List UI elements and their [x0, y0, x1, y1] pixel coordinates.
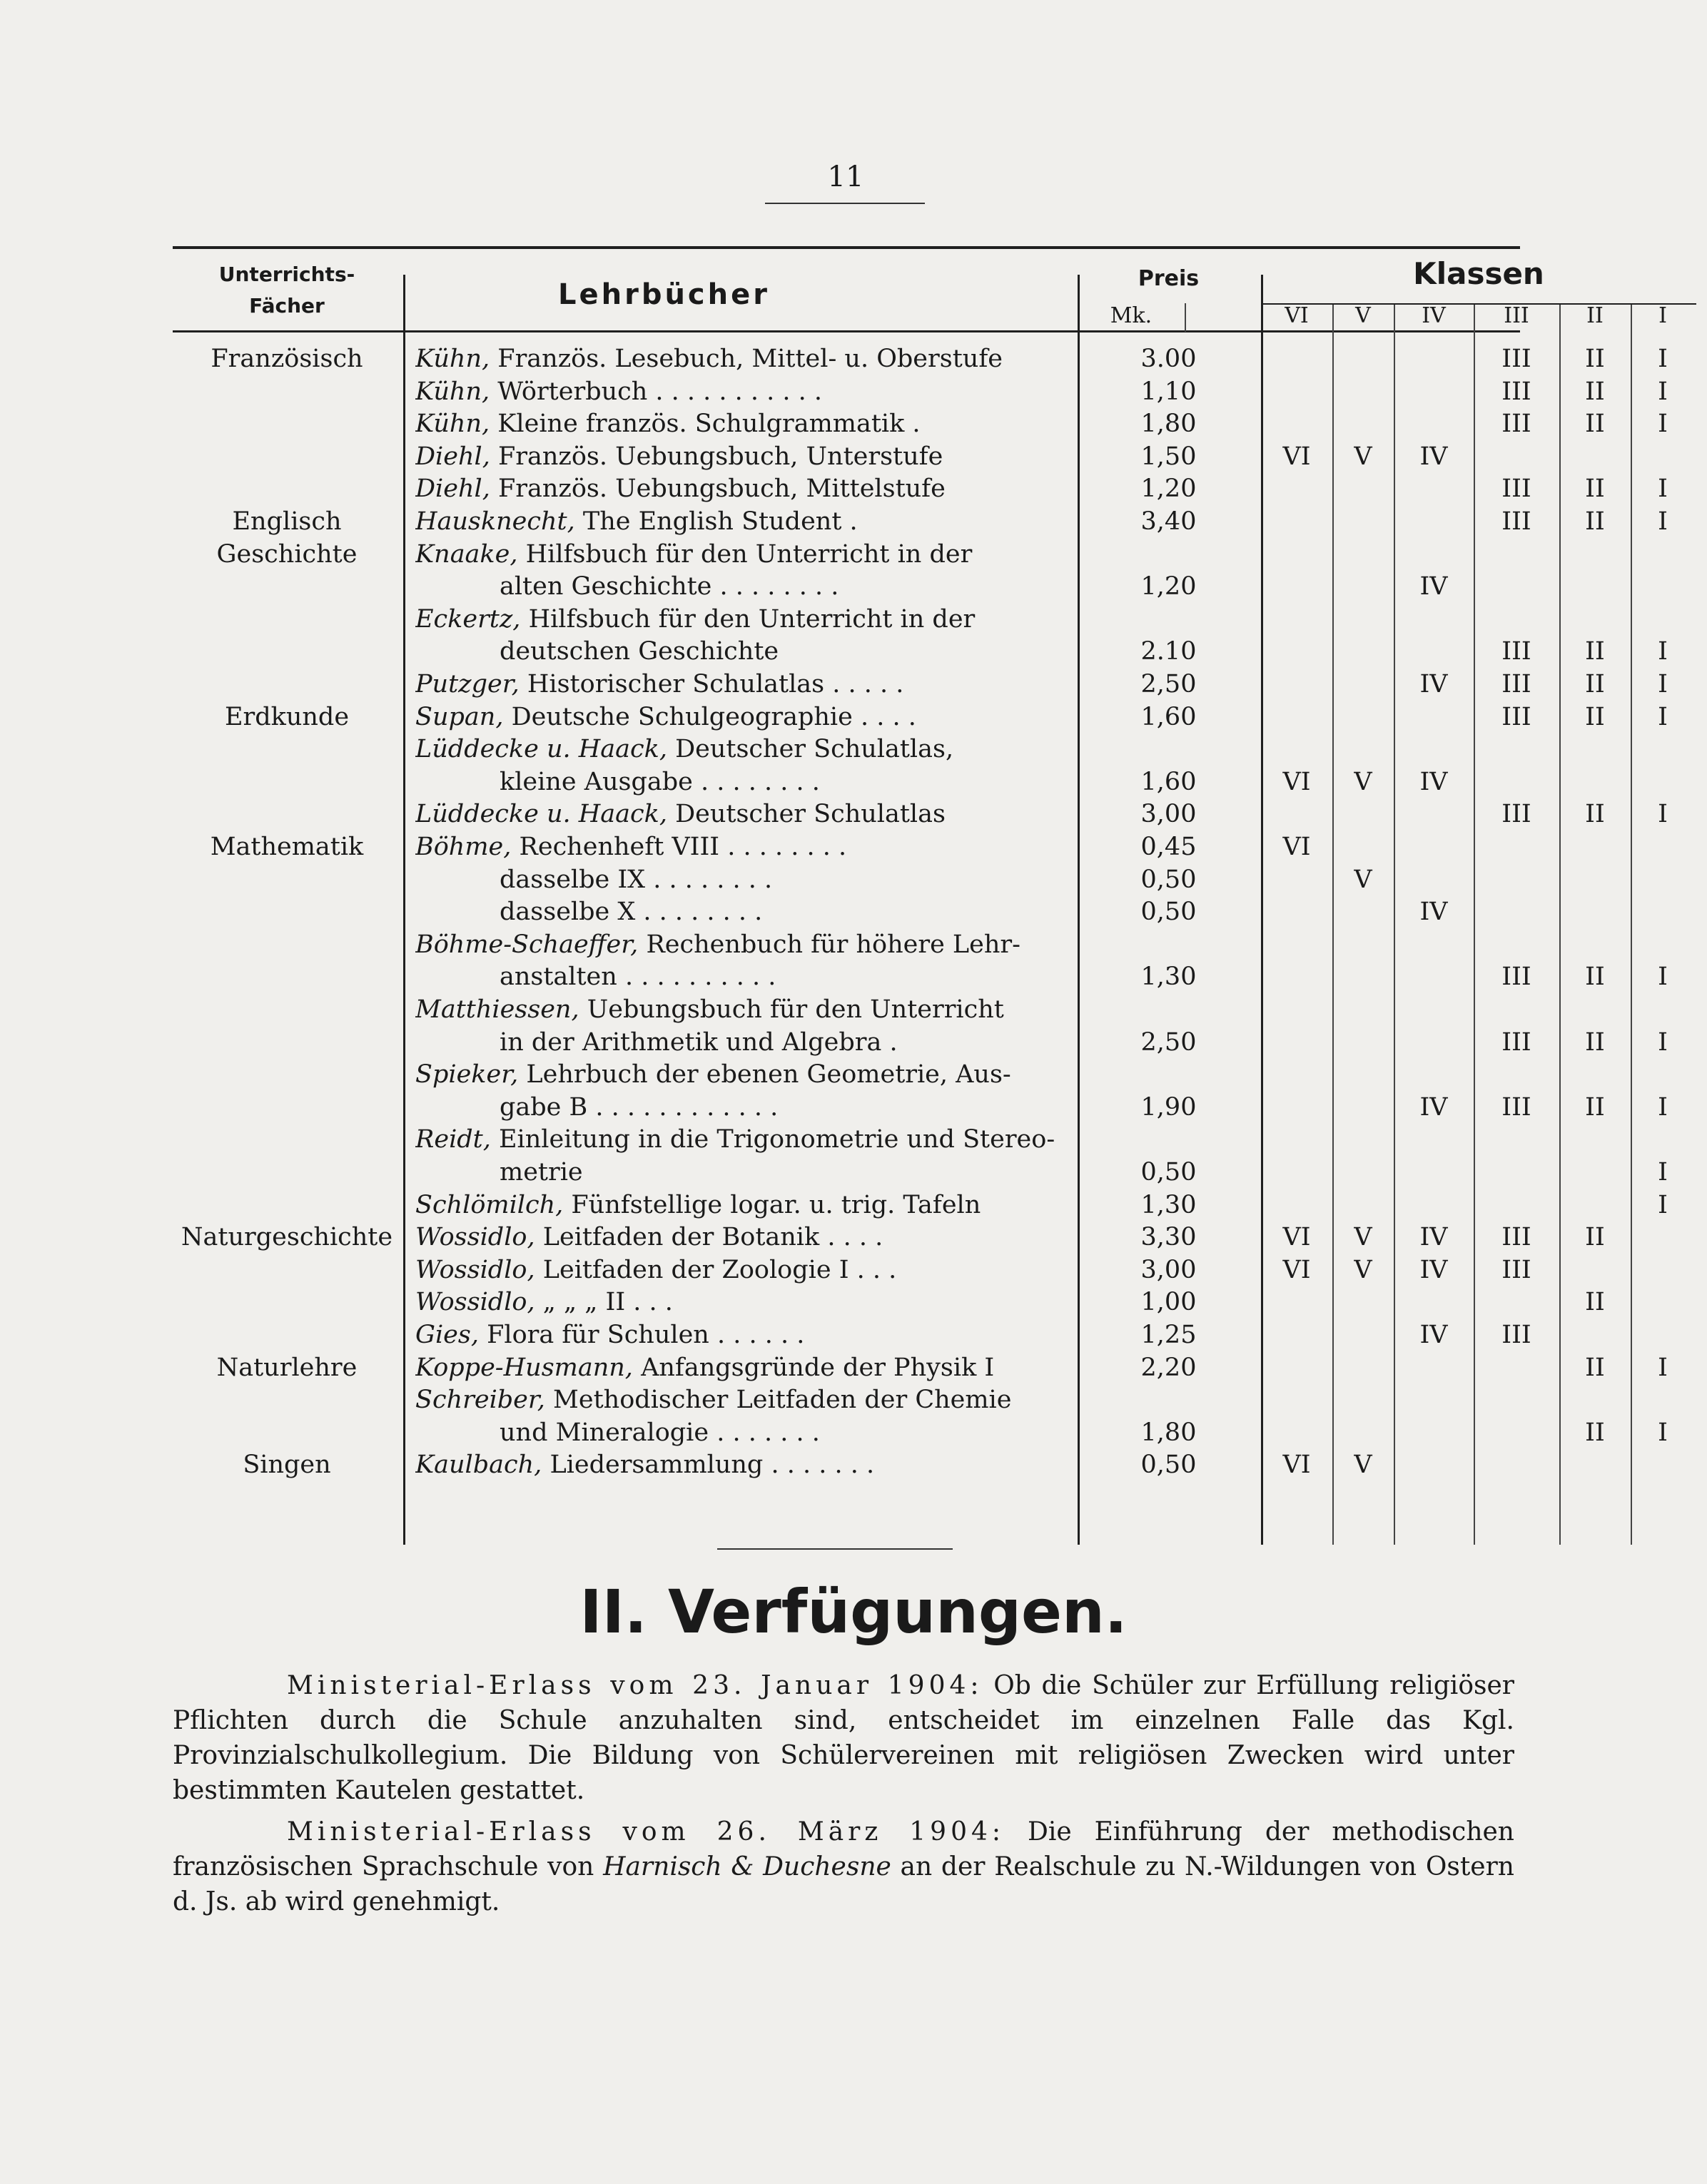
row-class-c1: I — [1658, 800, 1668, 829]
row-book — [415, 602, 1222, 636]
row-title: Französ. Lesebuch, Mittel- u. Oberstufe — [497, 345, 1003, 373]
row-title: Hilfsbuch für den Unterricht in der — [525, 539, 973, 569]
row-price: 3,30 — [1140, 1223, 1197, 1252]
paragraph-2-authors: Harnisch & Duchesne — [603, 1852, 891, 1881]
table-row — [173, 1285, 1605, 1319]
row-subject: Geschichte — [216, 539, 358, 569]
class-label-ii: II — [1586, 303, 1604, 328]
row-price: 1,00 — [1140, 1288, 1197, 1317]
row-price: 1,30 — [1140, 1190, 1197, 1219]
row-title: Deutscher Schulatlas — [675, 800, 946, 829]
row-title: Fünfstellige logar. u. trig. Tafeln — [571, 1190, 981, 1219]
row-title: The English Student . — [582, 507, 858, 536]
row-class-c1: I — [1658, 637, 1668, 666]
row-price: 1,20 — [1140, 474, 1197, 504]
row-class-c1: I — [1658, 507, 1668, 536]
row-price: 0,50 — [1140, 898, 1197, 927]
row-author: Böhme-Schaeffer, — [415, 930, 639, 959]
paragraph-1 — [173, 1668, 1514, 1808]
row-title: Rechenheft VIII . . . . . . . . — [519, 833, 847, 861]
table-row — [173, 830, 1520, 864]
row-class-c1: I — [1658, 474, 1668, 504]
row-class-c6: VI — [1282, 833, 1311, 861]
table-row — [173, 407, 1668, 441]
row-price: 2.10 — [1140, 637, 1197, 666]
row-author: Wossidlo, — [415, 1288, 535, 1317]
section-rule — [717, 1548, 953, 1550]
row-class-c2: II — [1585, 410, 1605, 439]
row-class-c2: II — [1585, 1223, 1605, 1252]
row-title: Lehrbuch der ebenen Geometrie, Aus- — [526, 1060, 1011, 1090]
paragraph-2-body-post: an der Realschule zu N.-Wildungen von Ostern d. Js. ab wird genehmigt. — [173, 1852, 1514, 1916]
table-top-rule — [173, 246, 1520, 249]
row-title: Französ. Uebungsbuch, Mittelstufe — [497, 474, 946, 504]
row-class-c2: II — [1585, 507, 1605, 536]
row-class-c3: III — [1501, 1092, 1531, 1122]
table-row — [173, 1025, 1668, 1060]
row-price: 1,60 — [1140, 767, 1197, 796]
table-row — [173, 928, 1520, 962]
row-author: Lüddecke u. Haack, — [415, 800, 667, 829]
row-subject: Naturgeschichte — [181, 1223, 393, 1252]
row-class-c4: IV — [1419, 1255, 1448, 1284]
row-book — [415, 1057, 1222, 1092]
row-class-c3: III — [1501, 1027, 1531, 1057]
row-class-c1: I — [1658, 670, 1668, 699]
row-author: Wossidlo, — [415, 1255, 535, 1284]
row-class-c6: VI — [1282, 1451, 1311, 1480]
row-class-c1: I — [1658, 1418, 1668, 1447]
table-row — [173, 634, 1668, 669]
table-row — [173, 992, 1520, 1027]
table-row — [173, 1351, 1668, 1385]
table-row — [173, 504, 1668, 539]
row-title: Deutsche Schulgeographie . . . . — [511, 702, 916, 731]
row-class-c2: II — [1585, 345, 1605, 373]
row-author: Knaake, — [415, 539, 518, 569]
row-price: 1,10 — [1140, 377, 1197, 406]
row-class-c1: I — [1658, 963, 1668, 992]
row-book — [415, 537, 1222, 572]
row-title: Leitfaden der Botanik . . . . — [542, 1223, 883, 1252]
row-price: 1,80 — [1140, 410, 1197, 439]
row-class-c2: II — [1585, 670, 1605, 699]
row-author: Schlömilch, — [415, 1190, 564, 1219]
row-class-c6: VI — [1282, 442, 1311, 471]
row-class-c4: IV — [1419, 1223, 1448, 1252]
row-author: Putzger, — [415, 670, 520, 699]
row-title: dasselbe IX . . . . . . . . — [500, 865, 773, 894]
row-price: 1,30 — [1140, 963, 1197, 992]
row-class-c6: VI — [1282, 767, 1311, 796]
table-row — [173, 1220, 1605, 1254]
row-author: Kühn, — [415, 345, 490, 373]
price-unit: Mk. — [1110, 303, 1153, 328]
row-class-c3: III — [1501, 474, 1531, 504]
table-row — [173, 895, 1520, 929]
row-class-c1: I — [1658, 345, 1668, 373]
row-title: Uebungsbuch für den Unterricht — [587, 995, 1004, 1024]
paragraph-2 — [173, 1814, 1514, 1919]
table-row — [173, 1188, 1668, 1222]
section-title: II. Verfügungen. — [579, 1577, 1128, 1647]
row-class-c4: IV — [1419, 572, 1448, 601]
row-class-c4: IV — [1419, 670, 1448, 699]
class-label-iii: III — [1504, 303, 1529, 328]
table-row — [173, 732, 1520, 766]
row-price: 0,50 — [1140, 1158, 1197, 1187]
row-author: Eckertz, — [415, 604, 521, 634]
paragraph-2-lead: Ministerial-Erlass vom 26. März 1904: — [287, 1817, 1006, 1847]
table-row — [173, 440, 1520, 474]
row-class-c2: II — [1585, 474, 1605, 504]
table-row — [173, 1057, 1520, 1092]
row-class-c5: V — [1354, 1451, 1372, 1480]
row-author: Kühn, — [415, 410, 490, 439]
row-title: Hilfsbuch für den Unterricht in der — [528, 604, 976, 634]
row-class-c3: III — [1501, 702, 1531, 731]
row-author: Spieker, — [415, 1060, 519, 1090]
row-class-c3: III — [1501, 1255, 1531, 1284]
row-title: Leitfaden der Zoologie I . . . — [542, 1255, 897, 1284]
row-title: Französ. Uebungsbuch, Unterstufe — [497, 442, 943, 471]
row-book — [415, 732, 1222, 766]
row-price: 3,00 — [1140, 1255, 1197, 1284]
row-price: 2,50 — [1140, 670, 1197, 699]
classes-column-header: Klassen — [1413, 256, 1544, 291]
row-author: Kaulbach, — [415, 1451, 542, 1480]
row-author: Supan, — [415, 702, 504, 731]
row-title: Deutscher Schulatlas, — [675, 735, 954, 764]
table-row — [173, 765, 1520, 799]
table-row — [173, 797, 1668, 831]
table-row — [173, 537, 1520, 572]
row-title: Kleine französ. Schulgrammatik . — [497, 410, 921, 439]
row-book — [415, 1383, 1222, 1417]
row-class-c1: I — [1658, 1027, 1668, 1057]
row-class-c3: III — [1501, 410, 1531, 439]
row-title: alten Geschichte . . . . . . . . — [500, 572, 839, 601]
row-subject: Singen — [243, 1451, 331, 1480]
row-title: kleine Ausgabe . . . . . . . . — [500, 767, 820, 796]
subject-column-header: Unterrichts- Fächer — [218, 263, 355, 318]
class-label-vi: VI — [1285, 303, 1309, 328]
row-title: dasselbe X . . . . . . . . — [500, 898, 763, 927]
row-price: 1,60 — [1140, 702, 1197, 731]
row-class-c2: II — [1585, 1027, 1605, 1057]
row-author: Reidt, — [415, 1125, 491, 1154]
row-title: in der Arithmetik und Algebra . — [500, 1027, 898, 1057]
row-price: 1,90 — [1140, 1092, 1197, 1122]
row-class-c3: III — [1501, 507, 1531, 536]
row-title: metrie — [500, 1158, 583, 1187]
class-label-i: I — [1658, 303, 1667, 328]
row-class-c1: I — [1658, 377, 1668, 406]
row-subject: Englisch — [232, 507, 342, 536]
row-title: Wörterbuch . . . . . . . . . . . — [497, 377, 823, 406]
table-row — [173, 1383, 1520, 1417]
table-row — [173, 1253, 1531, 1287]
row-class-c2: II — [1585, 1418, 1605, 1447]
textbook-table — [173, 246, 1668, 1530]
row-class-c5: V — [1354, 1255, 1372, 1284]
row-class-c3: III — [1501, 1321, 1531, 1349]
row-subject: Naturlehre — [216, 1353, 358, 1382]
row-class-c1: I — [1658, 1158, 1668, 1187]
row-class-c4: IV — [1419, 1092, 1448, 1122]
class-label-iv: IV — [1422, 303, 1446, 328]
row-class-c3: III — [1501, 637, 1531, 666]
row-title: Einleitung in die Trigonometrie und Stereo- — [499, 1125, 1055, 1154]
row-author: Hausknecht, — [415, 507, 575, 536]
row-author: Koppe-Husmann, — [415, 1353, 633, 1382]
row-class-c3: III — [1501, 345, 1531, 373]
row-title: Flora für Schulen . . . . . . — [487, 1321, 805, 1349]
row-subject: Französisch — [211, 345, 363, 373]
row-class-c1: I — [1658, 1353, 1668, 1382]
row-author: Wossidlo, — [415, 1223, 535, 1252]
table-row — [173, 1448, 1520, 1482]
row-title: gabe B . . . . . . . . . . . . — [500, 1092, 779, 1122]
row-title: deutschen Geschichte — [500, 637, 779, 666]
books-column-header: Lehrbücher — [558, 278, 770, 311]
row-class-c5: V — [1354, 1223, 1372, 1252]
row-class-c4: IV — [1419, 442, 1448, 471]
row-subject: Mathematik — [210, 833, 364, 861]
row-title: anstalten . . . . . . . . . . — [500, 963, 776, 992]
row-author: Diehl, — [415, 442, 490, 471]
row-class-c5: V — [1354, 767, 1372, 796]
table-row — [173, 1318, 1531, 1352]
row-price: 1,80 — [1140, 1418, 1197, 1447]
paragraph-1-body: Ob die Schüler zur Erfüllung religiöser Pflichten durch die Schule anzuhalten sind, entscheidet im einzelnen Falle das Kgl. Provinzialschulkollegium. Die Bildung von Schülervereinen mit religiösen Zwecken wird unter bestimmten Kautelen gestattet. — [173, 1671, 1514, 1805]
row-class-c2: II — [1585, 1288, 1605, 1317]
price-column-header: Preis — [1138, 266, 1200, 291]
row-title: Liedersammlung . . . . . . . — [549, 1451, 875, 1480]
row-author: Matthiessen, — [415, 995, 579, 1024]
table-row — [173, 375, 1668, 409]
row-price: 1,50 — [1140, 442, 1197, 471]
row-class-c5: V — [1354, 865, 1372, 894]
row-price: 1,20 — [1140, 572, 1197, 601]
row-author: Gies, — [415, 1321, 479, 1349]
table-row — [173, 1416, 1668, 1450]
row-class-c1: I — [1658, 1190, 1668, 1219]
table-row — [173, 700, 1668, 734]
row-subject: Erdkunde — [224, 702, 350, 731]
row-author: Diehl, — [415, 474, 490, 504]
row-class-c2: II — [1585, 637, 1605, 666]
row-price: 3,00 — [1140, 800, 1197, 829]
row-class-c3: III — [1501, 377, 1531, 406]
row-class-c1: I — [1658, 410, 1668, 439]
row-price: 3,40 — [1140, 507, 1197, 536]
row-class-c3: III — [1501, 800, 1531, 829]
table-row — [173, 569, 1520, 604]
row-price: 2,20 — [1140, 1353, 1197, 1382]
row-class-c3: III — [1501, 963, 1531, 992]
row-book — [415, 1122, 1222, 1157]
row-author: Kühn, — [415, 377, 490, 406]
row-book — [415, 992, 1222, 1027]
table-row — [173, 1122, 1520, 1157]
row-class-c2: II — [1585, 800, 1605, 829]
row-price: 0,45 — [1140, 833, 1197, 861]
row-class-c2: II — [1585, 702, 1605, 731]
row-price: 2,50 — [1140, 1027, 1197, 1057]
table-row — [173, 472, 1668, 506]
table-row — [173, 1090, 1668, 1124]
page-number-rule — [765, 203, 925, 204]
row-price: 0,50 — [1140, 1451, 1197, 1480]
row-title: Historischer Schulatlas . . . . . — [527, 670, 904, 699]
row-book — [415, 928, 1222, 962]
row-author: Schreiber, — [415, 1386, 545, 1415]
row-class-c3: III — [1501, 670, 1531, 699]
table-row — [173, 342, 1668, 376]
paragraph-1-lead: Ministerial-Erlass vom 23. Januar 1904: — [287, 1671, 983, 1700]
row-title: und Mineralogie . . . . . . . — [500, 1418, 820, 1447]
row-class-c4: IV — [1419, 898, 1448, 927]
row-class-c6: VI — [1282, 1255, 1311, 1284]
table-row — [173, 863, 1520, 897]
row-class-c5: V — [1354, 442, 1372, 471]
row-title: Rechenbuch für höhere Lehr- — [646, 930, 1020, 959]
table-row — [173, 602, 1520, 636]
row-class-c2: II — [1585, 377, 1605, 406]
row-class-c6: VI — [1282, 1223, 1311, 1252]
price-header-line — [1185, 303, 1186, 332]
table-header-rule — [173, 330, 1520, 332]
table-row — [173, 667, 1668, 701]
row-class-c3: III — [1501, 1223, 1531, 1252]
row-author: Lüddecke u. Haack, — [415, 735, 667, 764]
row-class-c2: II — [1585, 1353, 1605, 1382]
row-class-c1: I — [1658, 1092, 1668, 1122]
row-class-c4: IV — [1419, 767, 1448, 796]
class-label-v: V — [1355, 303, 1371, 328]
row-title: Anfangsgründe der Physik I — [641, 1353, 995, 1382]
row-price: 1,25 — [1140, 1321, 1197, 1349]
row-class-c4: IV — [1419, 1321, 1448, 1349]
table-row — [173, 960, 1668, 994]
row-price: 3.00 — [1140, 345, 1197, 373]
row-class-c2: II — [1585, 963, 1605, 992]
table-row — [173, 1155, 1668, 1189]
row-author: Böhme, — [415, 833, 512, 861]
row-class-c2: II — [1585, 1092, 1605, 1122]
page-number: 11 — [827, 161, 864, 193]
row-title: „ „ „ II . . . — [542, 1288, 673, 1317]
row-price: 0,50 — [1140, 865, 1197, 894]
row-title: Methodischer Leitfaden der Chemie — [553, 1386, 1012, 1415]
row-class-c1: I — [1658, 702, 1668, 731]
paragraph-2-body-pre: Die Einführung der methodischen französischen Sprachschule von — [173, 1817, 1514, 1881]
